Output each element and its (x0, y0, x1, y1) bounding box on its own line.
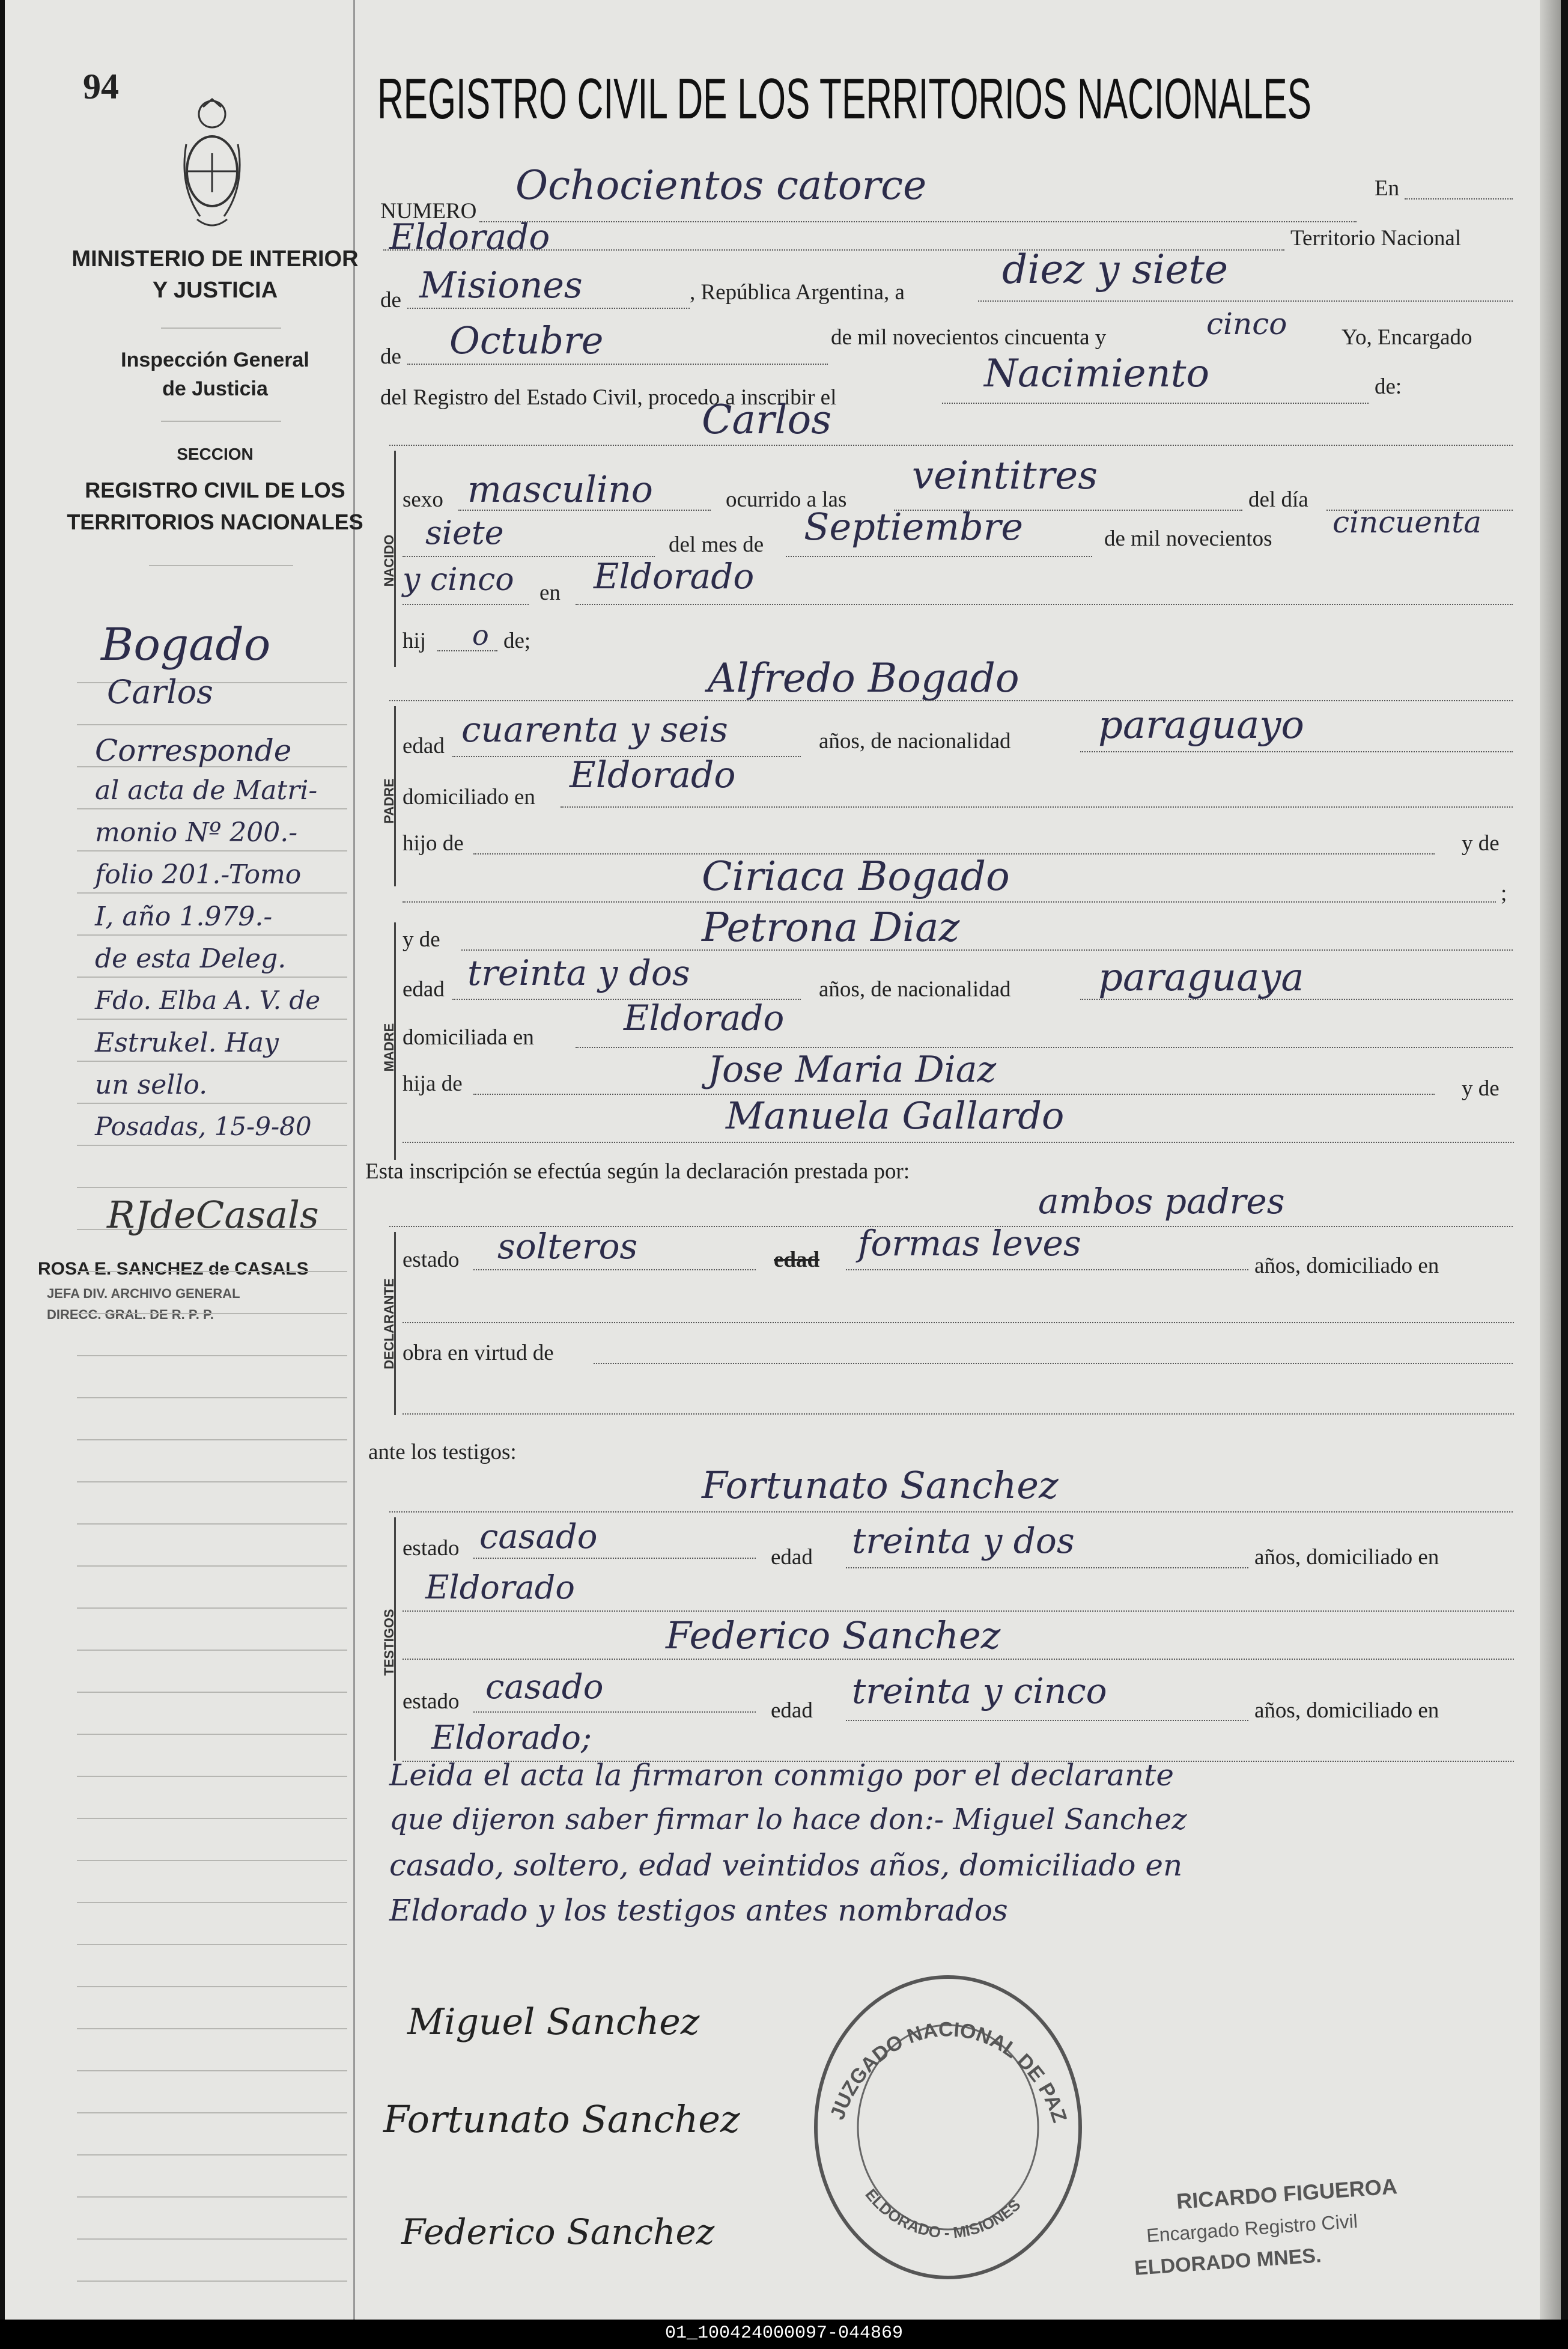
ruled-line (77, 1986, 347, 1987)
hour-value: veintitres (912, 454, 1098, 498)
underline (1080, 751, 1513, 752)
padre-edad-value: cuarenta y seis (461, 709, 728, 750)
round-stamp-top: JUZGADO NACIONAL DE PAZ (825, 2018, 1071, 2125)
sexo-value: masculino (467, 469, 653, 511)
witness1-name: Fortunato Sanchez (702, 1463, 1059, 1507)
underline (942, 403, 1369, 404)
signature-witness1: Fortunato Sanchez (383, 2097, 740, 2141)
witness1-edad-value: treinta y dos (852, 1520, 1075, 1561)
padre-semicolon: ; (1501, 881, 1507, 906)
ruled-line (77, 1944, 347, 1945)
inspection-line1: Inspección General (121, 349, 309, 371)
territorio-label: Territorio Nacional (1290, 226, 1462, 251)
witness2-name: Federico Sanchez (666, 1613, 1001, 1657)
madre-mother-name: Manuela Gallardo (726, 1094, 1065, 1138)
ruled-line (77, 1355, 347, 1356)
nacido-month-value: Septiembre (804, 505, 1024, 549)
ruled-line (77, 2196, 347, 2198)
ante-label: ante los testigos: (368, 1440, 517, 1464)
closing-note-line: casado, soltero, edad veintidos años, domiciliado en (389, 1848, 1183, 1883)
underline (389, 445, 1513, 446)
margin-note-line: Estrukel. Hay (95, 1028, 279, 1058)
archive-stamp-line2: JEFA DIV. ARCHIVO GENERAL (47, 1286, 240, 1301)
ruled-line (77, 850, 347, 852)
ruled-line (77, 1397, 347, 1398)
madre-dom-label: domiciliada en (403, 1025, 534, 1050)
declarante-edad-label: edad (774, 1248, 820, 1272)
coat-of-arms-icon (179, 96, 245, 234)
ruled-line (77, 2112, 347, 2113)
closing-note-line: Eldorado y los testigos antes nombrados (389, 1893, 1008, 1928)
court-round-stamp (792, 1959, 1104, 2296)
padre-hijo-label: hijo de (403, 831, 464, 856)
nacido-year-value: cincuenta (1332, 505, 1482, 540)
underline (403, 1322, 1514, 1323)
madre-y-de-label: y de (403, 927, 440, 952)
underline (473, 1711, 756, 1713)
ruled-line (77, 2028, 347, 2029)
nacido-year-value2: y cinco (403, 562, 514, 598)
nacido-en-label: en (539, 580, 561, 605)
underline (407, 364, 828, 365)
ruled-line (77, 1061, 347, 1062)
de3-label: de: (1375, 374, 1402, 399)
underline (389, 700, 1513, 701)
sexo-label: sexo (403, 487, 443, 512)
hij-value: o (472, 619, 489, 651)
ruled-line (77, 1902, 347, 1903)
ruled-line (77, 1818, 347, 1819)
underline (407, 308, 690, 309)
left-column-border (353, 0, 355, 2320)
ruled-line (77, 1439, 347, 1440)
underline (403, 1413, 1514, 1415)
witness1-anos-label: años, domiciliado en (1254, 1545, 1439, 1570)
ruled-line (77, 724, 347, 725)
witness1-estado-value: casado (479, 1517, 598, 1556)
underline (437, 650, 497, 651)
ruled-line (77, 1523, 347, 1525)
closing-note-line: Leida el acta la firmaron conmigo por el declarante (389, 1758, 1174, 1793)
declaracion-label: Esta inscripción se efectúa según la declaración prestada por: (365, 1159, 910, 1184)
officer-stamp-line2: Encargado Registro Civil (1146, 2210, 1358, 2247)
ruled-line (77, 1776, 347, 1777)
padre-edad-label: edad (403, 734, 445, 758)
padre-side-label: PADRE (381, 778, 397, 824)
padre-dom-value: Eldorado (570, 754, 736, 796)
margin-note-line: un sello. (95, 1070, 208, 1100)
closing-note-line: que dijeron saber firmar lo hace don:- Miguel Sanchez (389, 1803, 1187, 1836)
underline (846, 1269, 1248, 1270)
ruled-line (77, 1607, 347, 1609)
ruled-line (77, 976, 347, 978)
underline (403, 1659, 1514, 1660)
margin-note-line: I, año 1.979.- (95, 901, 273, 932)
child-name: Carlos (702, 397, 832, 443)
ruled-line (77, 808, 347, 809)
ruled-line (77, 1145, 347, 1146)
witness2-dom-value: Eldorado; (431, 1719, 592, 1756)
margin-note-line: Posadas, 15-9-80 (95, 1112, 312, 1141)
section-line2: TERRITORIOS NACIONALES (67, 510, 363, 534)
witness1-dom-value: Eldorado (425, 1568, 575, 1606)
numero-value: Ochocientos catorce (515, 162, 927, 209)
witness1-estado-label: estado (403, 1536, 460, 1561)
padre-name: Alfredo Bogado (708, 655, 1020, 701)
madre-name: Petrona Diaz (702, 904, 960, 951)
svg-text:JUZGADO NACIONAL DE PAZ (826, 2018, 1071, 2125)
nacido-side-label: NACIDO (381, 534, 397, 587)
underline (978, 300, 1513, 302)
declarante-by-value: ambos padres (1038, 1181, 1285, 1222)
madre-dom-value: Eldorado (624, 998, 785, 1038)
madre-father-name: Jose Maria Diaz (708, 1049, 997, 1091)
witness2-anos-label: años, domiciliado en (1254, 1698, 1439, 1723)
underline (786, 556, 1092, 557)
numero-label: NUMERO (380, 199, 477, 224)
ruled-line (77, 1019, 347, 1020)
divider (149, 565, 293, 566)
officer-stamp-line3: ELDORADO MNES. (1134, 2244, 1322, 2280)
ruled-line (77, 1187, 347, 1188)
underline (473, 1558, 756, 1559)
section-label: SECCION (177, 445, 254, 463)
right-edge-shadow (1540, 0, 1561, 2320)
margin-note-line: de esta Deleg. (95, 943, 287, 974)
underline (403, 604, 529, 605)
officer-stamp-line1: RICARDO FIGUEROA (1175, 2174, 1398, 2214)
margin-note-line: folio 201.-Tomo (95, 859, 302, 890)
underline (461, 949, 1513, 951)
padre-y-de-label: y de (1462, 831, 1500, 856)
ruled-line (77, 2154, 347, 2156)
ruled-line (77, 1103, 347, 1104)
witness2-estado-value: casado (485, 1668, 604, 1707)
signature-declarante: Miguel Sanchez (407, 2001, 700, 2043)
registro-label: del Registro del Estado Civil, procedo a inscribir el (380, 385, 837, 410)
mil-label: de mil novecientos (1104, 526, 1272, 551)
padre-nac-label: años, de nacionalidad (819, 729, 1011, 754)
underline (458, 510, 711, 511)
inspection-line2: de Justicia (162, 377, 268, 400)
declarante-estado-value: solteros (497, 1226, 638, 1267)
ruled-line (77, 1650, 347, 1651)
place-value: Eldorado (389, 216, 550, 257)
page-number: 94 (83, 67, 119, 106)
ministry-line2: Y JUSTICIA (152, 278, 278, 303)
madre-nac-label: años, de nacionalidad (819, 977, 1011, 1002)
ruled-line (77, 1734, 347, 1735)
ruled-line (77, 2280, 347, 2282)
underline (846, 1720, 1248, 1721)
underline (576, 1047, 1513, 1048)
padre-father-name: Ciriaca Bogado (702, 853, 1010, 900)
madre-y-de2-label: y de (1462, 1076, 1500, 1101)
ruled-line (77, 1692, 347, 1693)
nacido-place-value: Eldorado (594, 556, 755, 597)
ruled-line (77, 1481, 347, 1482)
underline (846, 1567, 1248, 1568)
divider (161, 328, 281, 329)
madre-edad-value: treinta y dos (467, 952, 690, 993)
underline (403, 1142, 1514, 1143)
declarante-edad-value: formas leves (858, 1223, 1081, 1264)
underline (473, 1269, 756, 1270)
madre-nac-value: paraguaya (1098, 955, 1304, 1000)
round-stamp-bottom: ELDORADO - MISIONES (861, 2185, 1024, 2242)
declarante-obra-label: obra en virtud de (403, 1341, 554, 1365)
ruled-line (77, 934, 347, 936)
hij-label: hij (403, 629, 427, 653)
de2-label: de (380, 344, 401, 369)
ruled-line (77, 2238, 347, 2240)
svg-text:ELDORADO - MISIONES (862, 2186, 1024, 2242)
padre-nac-value: paraguayo (1098, 703, 1304, 748)
ocurrido-label: ocurrido a las (726, 487, 847, 512)
mes-label: del mes de (669, 532, 764, 557)
territory-value: Misiones (419, 264, 583, 306)
ruled-line (77, 1860, 347, 1861)
padre-dom-label: domiciliado en (403, 785, 535, 809)
ministry-line1: MINISTERIO DE INTERIOR (71, 246, 359, 272)
divider (161, 421, 281, 422)
underline (576, 604, 1513, 605)
underline (594, 1363, 1513, 1364)
archive-stamp-line1: ROSA E. SANCHEZ de CASALS (38, 1259, 309, 1279)
margin-note-line: Corresponde (95, 733, 292, 768)
witness1-edad-label: edad (771, 1545, 813, 1570)
de1-label: de (380, 288, 401, 312)
declarante-estado-label: estado (403, 1248, 460, 1272)
ruled-line (77, 1565, 347, 1567)
madre-side-label: MADRE (381, 1023, 397, 1072)
underline (403, 901, 1496, 903)
ruled-line (77, 1313, 347, 1314)
republica-label: , República Argentina, a (690, 280, 905, 305)
madre-edad-label: edad (403, 977, 445, 1002)
underline (389, 1511, 1513, 1513)
archive-signature: RJdeCasals (107, 1193, 319, 1237)
witness2-edad-value: treinta y cinco (852, 1671, 1107, 1711)
margin-note-line: al acta de Matri- (95, 775, 318, 806)
register-page (5, 0, 1561, 2320)
underline (1080, 999, 1513, 1000)
margin-note-line: Bogado (101, 619, 271, 671)
page-title: REGISTRO CIVIL DE LOS TERRITORIOS NACIONALES (377, 67, 1311, 131)
declarante-side-label: DECLARANTE (381, 1278, 397, 1369)
witness2-edad-label: edad (771, 1698, 813, 1723)
witness2-estado-label: estado (403, 1689, 460, 1714)
del-dia-label: del día (1248, 487, 1308, 512)
madre-hija-label: hija de (403, 1071, 463, 1096)
section-line1: REGISTRO CIVIL DE LOS (85, 478, 345, 502)
year-value: cinco (1206, 306, 1287, 341)
year-label: de mil novecientos cincuenta y (831, 325, 1107, 350)
ruled-line (77, 1271, 347, 1272)
underline (479, 221, 1357, 222)
day-value: diez y siete (1002, 246, 1229, 293)
en-label: En (1375, 176, 1400, 201)
underline (1405, 198, 1513, 200)
nacido-de-label: de; (503, 629, 531, 653)
margin-note-line: Carlos (107, 673, 213, 711)
nacido-day-value: siete (425, 514, 504, 552)
declarante-anos-label: años, domiciliado en (1254, 1254, 1439, 1278)
month-value: Octubre (449, 318, 604, 362)
archive-stamp-line3: DIRECC. GRAL. DE R. P. P. (47, 1307, 214, 1322)
testigos-side-label: TESTIGOS (381, 1609, 397, 1676)
signature-witness2: Federico Sanchez (401, 2211, 715, 2252)
underline (403, 1610, 1514, 1612)
footer-id: 01_100424000097-044869 (664, 2323, 904, 2344)
margin-note-line: monio Nº 200.- (95, 817, 298, 848)
margin-note-line: Fdo. Elba A. V. de (95, 986, 321, 1015)
encargado-label: Yo, Encargado (1342, 325, 1472, 350)
ruled-line (77, 892, 347, 894)
act-value: Nacimiento (984, 352, 1209, 396)
underline (561, 806, 1513, 808)
ruled-line (77, 2070, 347, 2071)
